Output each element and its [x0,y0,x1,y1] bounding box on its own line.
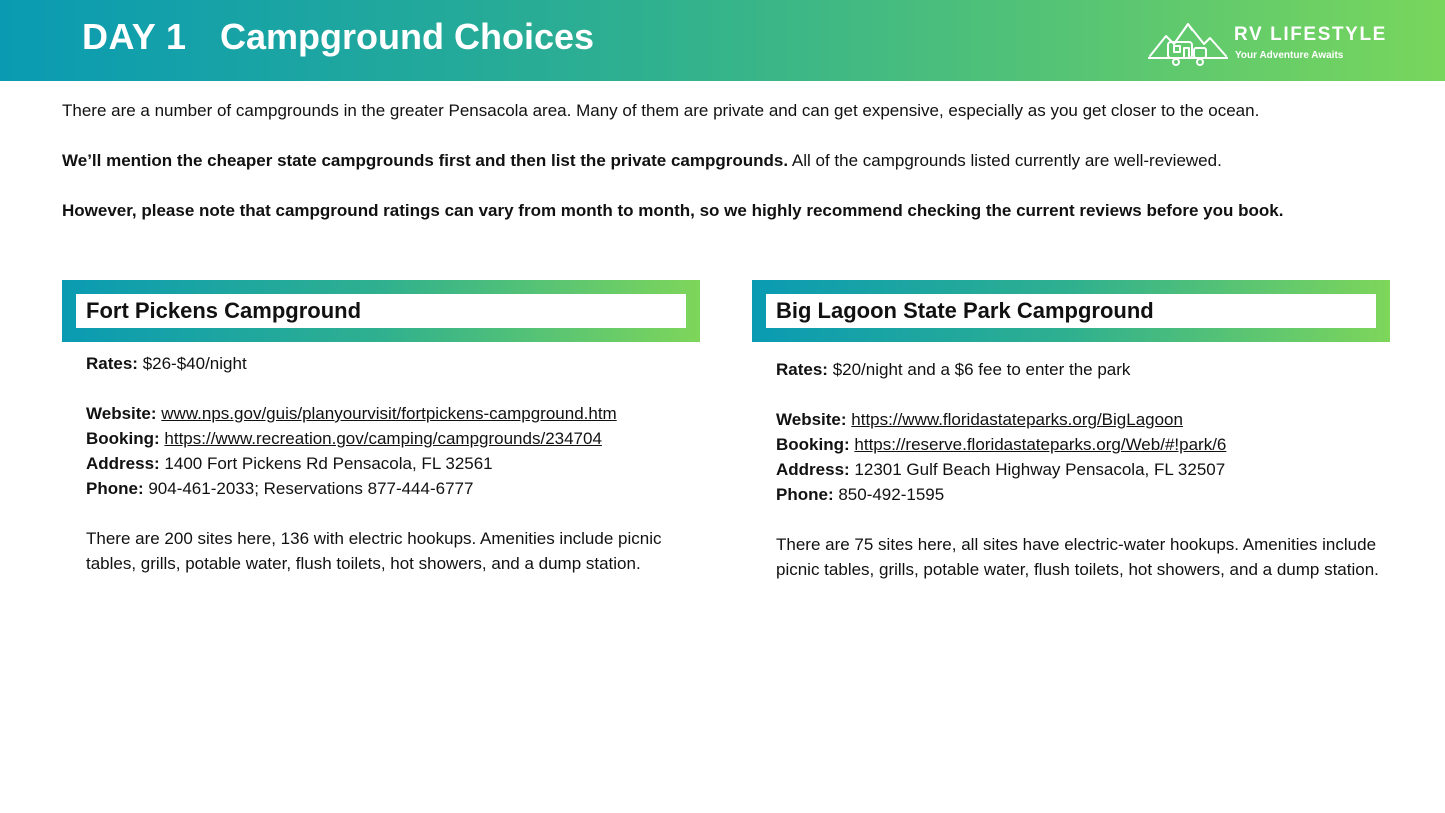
campground-name: Big Lagoon State Park Campground [766,294,1376,328]
booking-line [86,426,692,451]
address-label: Address: [776,460,850,479]
page-header [0,0,1445,81]
intro-paragraph-1: There are a number of campgrounds in the greater Pensacola area. Many of them are private and can get expensive, especially as you get closer to the ocean. [62,101,1260,120]
booking-link[interactable]: https://reserve.floridastateparks.org/Web/#!park/6 [854,435,1227,454]
rates-line [86,351,692,376]
phone-label: Phone: [86,479,144,498]
phone-value: 850-492-1595 [833,485,945,504]
intro-paragraph-2-bold: We’ll mention the cheaper state campgrounds first and then list the private campgrounds. [62,151,789,170]
phone-label: Phone: [776,485,834,504]
intro-paragraph-2-rest: All of the campgrounds listed currently are well-reviewed. [788,151,1222,170]
rates-value: $26-$40/night [137,354,247,373]
page-title: Campground Choices [220,16,595,57]
intro-section [62,98,1402,223]
phone-value: 904-461-2033; Reservations 877-444-6777 [143,479,474,498]
campground-description: There are 200 sites here, 136 with electric hookups. Amenities include picnic tables, grills, potable water, flush toilets, hot showers, and a dump station. [86,529,662,573]
rates-value: $20/night and a $6 fee to enter the park [827,360,1131,379]
rates-label: Rates: [776,360,828,379]
brand-name: RV LIFESTYLE [1234,24,1387,45]
intro-paragraph-2 [62,148,1402,173]
website-link[interactable]: www.nps.gov/guis/planyourvisit/fortpickens-campground.htm [161,404,617,423]
address-value: 12301 Gulf Beach Highway Pensacola, FL 32507 [849,460,1226,479]
campground-card-fort-pickens [62,280,700,576]
day-label: DAY 1 [82,16,187,57]
booking-link[interactable]: https://www.recreation.gov/camping/campgrounds/234704 [164,429,602,448]
address-line [776,457,1382,482]
campground-card-big-lagoon [752,280,1390,582]
intro-paragraph-3-bold: However, please note that campground ratings can vary from month to month, so we highly recommend checking the current reviews before you book. [62,201,1284,220]
website-line [776,407,1382,432]
campground-description: There are 75 sites here, all sites have electric-water hookups. Amenities include picnic tables, grills, potable water, flush toilets, hot showers, and a dump station. [776,535,1379,579]
website-label: Website: [776,410,847,429]
campground-card-header [752,280,1390,342]
booking-line [776,432,1382,457]
phone-line [86,476,692,501]
rates-label: Rates: [86,354,138,373]
campground-details [752,342,1390,582]
address-line [86,451,692,476]
booking-label: Booking: [86,429,160,448]
address-value: 1400 Fort Pickens Rd Pensacola, FL 32561 [159,454,493,473]
website-link[interactable]: https://www.floridastateparks.org/BigLagoon [851,410,1183,429]
address-label: Address: [86,454,160,473]
rv-lifestyle-logo[interactable] [1148,20,1398,70]
campground-details [62,342,700,576]
booking-label: Booking: [776,435,850,454]
rv-mountain-icon [1148,20,1228,68]
campground-name: Fort Pickens Campground [76,294,686,328]
website-line [86,401,692,426]
intro-paragraph-3 [62,198,1402,223]
phone-line [776,482,1382,507]
brand-tagline: Your Adventure Awaits [1235,50,1344,61]
campground-card-header [62,280,700,342]
website-label: Website: [86,404,157,423]
rates-line [776,357,1382,382]
